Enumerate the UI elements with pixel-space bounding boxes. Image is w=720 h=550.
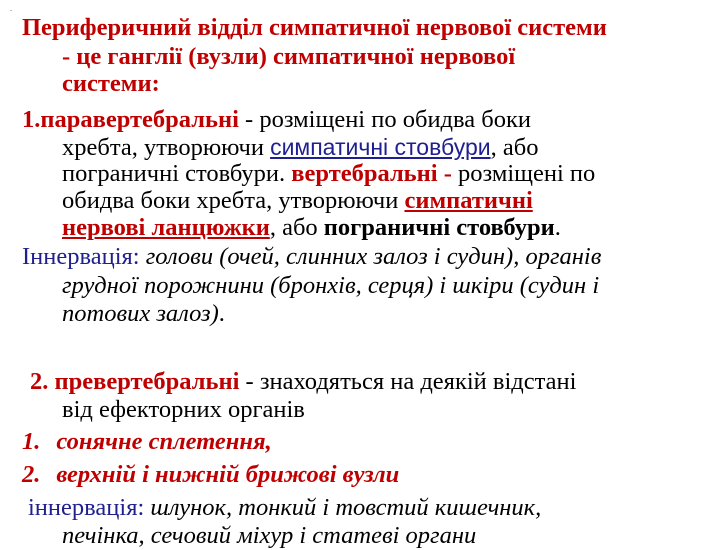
innervation2-line-2: печінка, сечовий міхур і статеві органи <box>62 522 477 549</box>
innervation1-line-3 <box>62 300 225 328</box>
section1-number: 1. <box>22 106 41 133</box>
innervation1-line-2: грудної порожнини (бронхів, серця) і шкіри (судин і <box>62 272 600 299</box>
section1-text-2a: хребта, утворюючи <box>62 134 271 161</box>
section1-line-1 <box>22 106 531 134</box>
bullet-dot: . <box>10 4 12 13</box>
list-item-1-text: сонячне сплетення, <box>56 428 272 455</box>
section2-number: 2. <box>30 368 55 395</box>
section1-text-4a: обидва боки хребта, утворюючи <box>62 187 405 214</box>
section2-line-2: від ефекторних органів <box>62 396 305 423</box>
innervation1-line-1 <box>22 243 601 271</box>
section1-text-2b: , або <box>490 134 539 161</box>
innervation1-end: . <box>218 300 225 327</box>
list-item-2-number: 2. <box>22 461 41 488</box>
section1-text-3b: розміщені по <box>457 160 596 187</box>
section1-line-3 <box>62 160 595 188</box>
sympathetic-trunks-link[interactable]: симпатичні стовбури <box>270 134 491 160</box>
list-item-1-number: 1. <box>22 428 41 455</box>
innervation2-line-1 <box>28 494 541 522</box>
vertebral-term: вертебральні - <box>291 160 458 187</box>
sympathetic-chains-highlight-1: симпатичні <box>404 187 533 214</box>
section1-text: - розміщені по обидва боки <box>238 106 531 133</box>
list-item-1 <box>22 428 272 456</box>
list-item-2 <box>22 461 399 489</box>
innervation2-text-1: шлунок, тонкий і товстий кишечник, <box>150 494 542 521</box>
section1-line-2 <box>62 133 538 162</box>
heading-line-2: - це ганглії (вузли) симпатичної нервової <box>62 43 516 70</box>
section1-text-5c: . <box>554 214 561 241</box>
heading-line-1: Периферичний відділ симпатичної нервової системи <box>22 14 607 41</box>
innervation2-label: іннервація: <box>28 494 151 521</box>
border-trunks-term: пограничні стовбури <box>323 214 555 241</box>
list-item-2-text: верхній і нижній брижові вузли <box>56 461 400 488</box>
section2-text: - знаходяться на деякій відстані <box>239 368 577 395</box>
innervation1-text-3: потових залоз) <box>62 300 219 327</box>
sympathetic-chains-highlight-2: нервові ланцюжки <box>62 214 270 241</box>
innervation1-label: Іннервація: <box>22 243 146 270</box>
section1-text-3a: пограничні стовбури. <box>62 160 292 187</box>
section1-term: паравертебральні <box>40 106 239 133</box>
section1-text-5a: , або <box>269 214 324 241</box>
section1-line-5 <box>62 214 561 242</box>
innervation1-text-1: голови (очей, слинних залоз і судин), органів <box>145 243 602 270</box>
section2-term: превертебральні <box>54 368 240 395</box>
heading-line-3: системи: <box>62 70 160 97</box>
section1-line-4 <box>62 187 533 215</box>
section2-line-1 <box>30 368 576 396</box>
